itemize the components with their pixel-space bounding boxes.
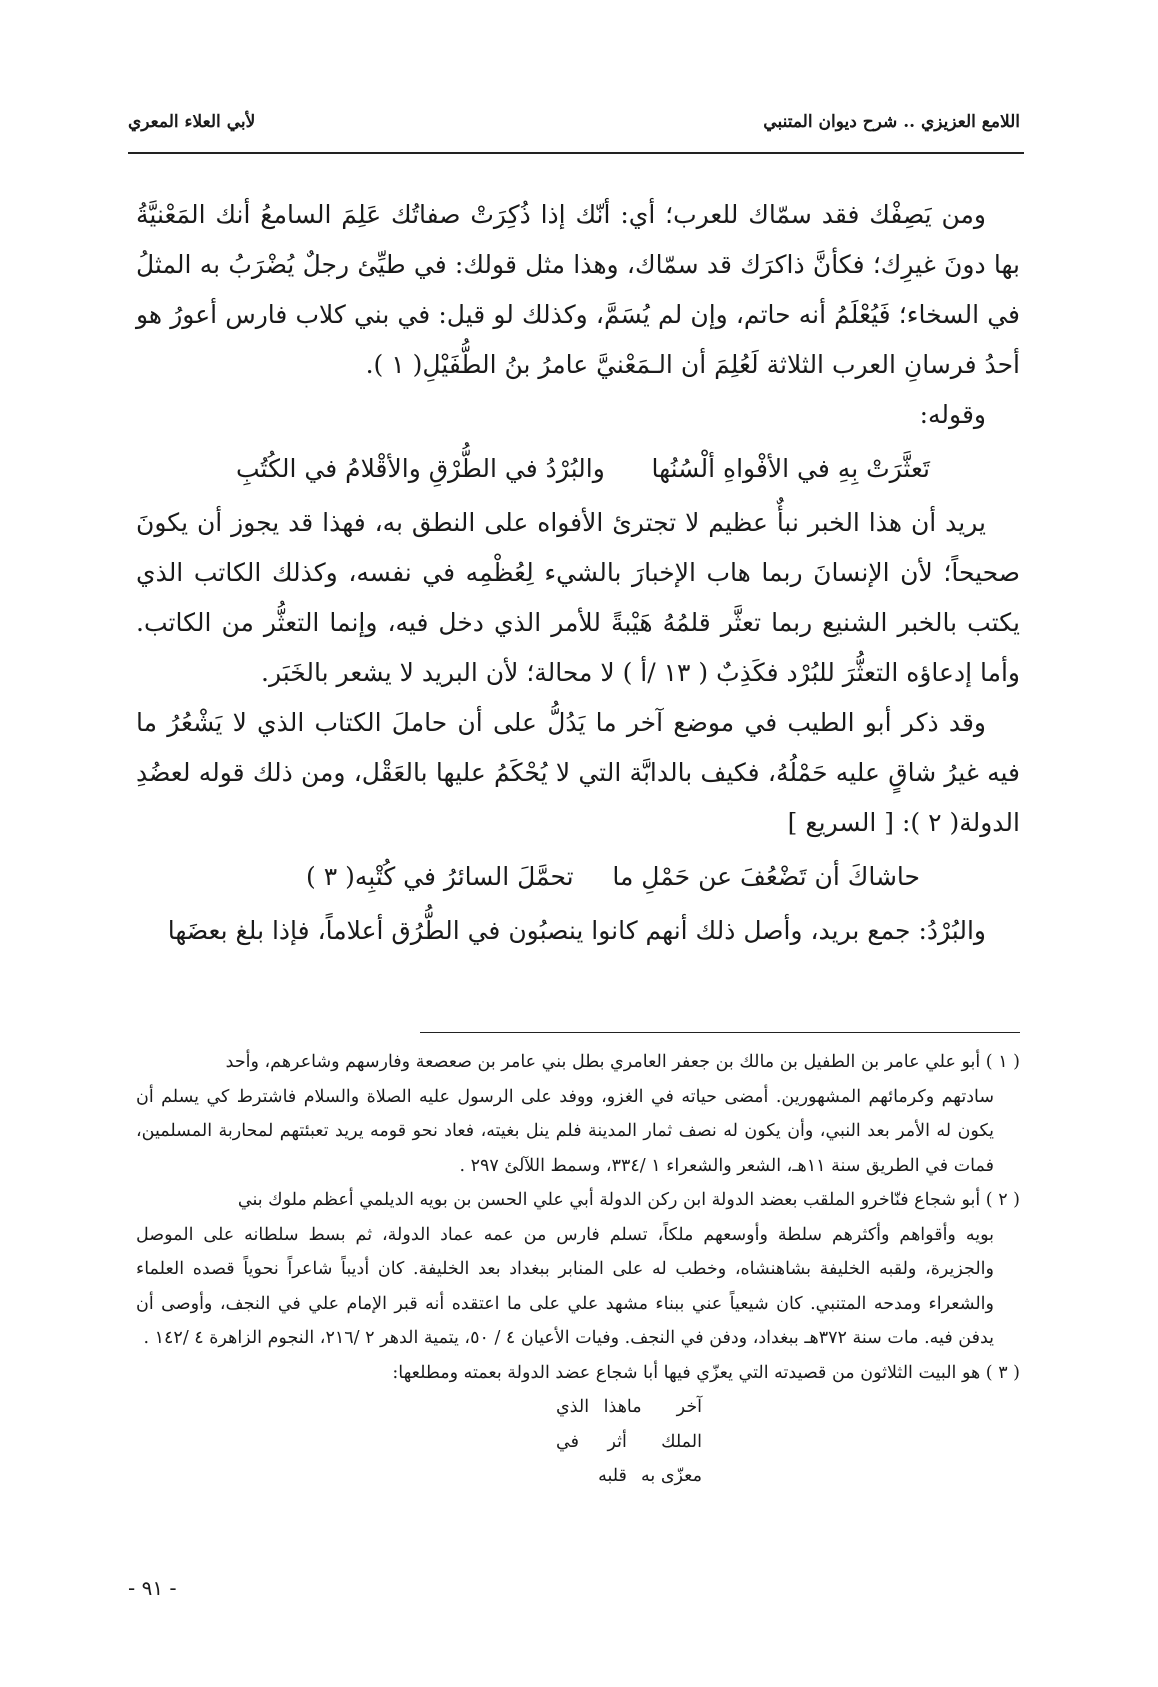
paragraph-1: ومن يَصِفْك فقد سمّاك للعرب؛ أي: أنّك إذا ذُكِرَتْ صفاتُك عَلِمَ السامعُ أنك المَعْنيَّةُ بها دونَ غيرِك؛ فكأنَّ ذاكرَك قد سمّاك، وهذا مثل قولك: في طيِّئ رجلٌ يُضْرَبُ به المثلُ في السخاء؛ فَيُعْلَمُ أنه حاتم، وإن لم يُسَمَّ، وكذلك لو قيل: في بني كلاب فارس أعورُ هو أحدُ فرسانِ العرب الثلاثة لَعُلِمَ أن الـمَعْنيَّ عامرُ بنُ الطُّفَيْلِ( ١ ). [136, 200, 1020, 379]
footnote-3: ( ٣ ) هو البيت الثلاثون من قصيدته التي يعزّي فيها أبا شجاع عضد الدولة بعمته ومطلعها: [392, 1362, 1020, 1383]
main-text [136, 190, 1020, 956]
footnote-3-verse [136, 1390, 1020, 1494]
verse-2-first-hemistich: حاشاكَ أن تَضْعُفَ عن حَمْلِ ما [612, 862, 920, 891]
verse-1-second-hemistich: والبُرْدُ في الطُّرْقِ والأقْلامُ في الكُتُبِ [236, 454, 605, 483]
book-title: اللامع العزيزي .. شرح ديوان المتنبي [763, 112, 1020, 132]
footnote-3-first-hemistich: آخر ما الملك معزّى به [626, 1397, 702, 1486]
footnotes [136, 1045, 1020, 1494]
verse-intro: وقوله: [919, 400, 986, 429]
verse-1 [136, 440, 1020, 498]
footnote-3-second-hemistich: هذا الذي أثر في قلبه [556, 1397, 627, 1486]
footnote-rule [420, 1032, 1020, 1033]
paragraph-2: يريد أن هذا الخبر نبأٌ عظيم لا تجترئ الأفواه على النطق به، فهذا قد يجوز أن يكونَ صحيحاً؛ لأن الإنسانَ ربما هاب الإخبارَ بالشيء لِعُظْمِه في نفسه، وكذلك الكاتب الذي يكتب بالخبر الشنيع ربما تعثَّر قلمُهُ هَيْبةً للأمر الذي دخل فيه، وإنما التعثُّر من الكاتب. وأما إدعاؤه التعثُّرَ للبُرْد فكَذِبٌ ( ١٣ /أ ) لا محالة؛ لأن البريد لا يشعر بالخَبَر. [136, 508, 1020, 687]
page-number: - ٩١ - [128, 1576, 177, 1600]
footnote-2-continuation: بويه وأقواهم وأكثرهم سلطة وأوسعهم ملكاً، تسلم فارس من عمه عماد الدولة، ثم بسط سلطانه على الموصل والجزيرة، ولقبه الخليفة بشاهنشاه، وخطب له على المنابر ببغداد بعد الخليفة. كان أديباً شاعراً نحوياً قصده العلماء والشعراء ومدحه المتنبي. كان شيعياً عني ببناء مشهد علي على ما اعتقده أنه قبر الإمام علي في النجف، وأوصى أن يدفن فيه. مات سنة ٣٧٢هـ ببغداد، ودفن في النجف. وفيات الأعيان ٤ / ٥٠، يتمية الدهر ٢ /٢١٦، النجوم الزاهرة ٤ /١٤٢ . [136, 1224, 994, 1348]
author-name: لأبي العلاء المعري [128, 112, 256, 132]
footnote-1-first-line: ( ١ ) أبو علي عامر بن الطفيل بن مالك بن جعفر العامري بطل بني عامر بن صعصعة وفارسهم وشاعرهم، وأحد [225, 1052, 1020, 1072]
verse-2-second-hemistich: تحمَّلَ السائرُ في كُتْبِه( ٣ ) [306, 862, 574, 891]
running-header [128, 112, 1020, 142]
header-rule [128, 152, 1024, 154]
footnote-1-continuation: سادتهم وكرمائهم المشهورين. أمضى حياته في الغزو، ووفد على الرسول عليه الصلاة والسلام فاشترط كي يسلم أن يكون له الأمر بعد النبي، وأن يكون له نصف ثمار المدينة فلم ينل بغيته، فعاد نحو قومه يريد تعبئتهم لمحاربة المسلمين، فمات في الطريق سنة ١١هـ، الشعر والشعراء ١ /٣٣٤، وسمط اللآلئ ٢٩٧ . [136, 1086, 994, 1176]
verse-2 [136, 848, 1020, 906]
paragraph-3: وقد ذكر أبو الطيب في موضع آخر ما يَدُلُّ على أن حاملَ الكتاب الذي لا يَشْعُرُ ما فيه غيرُ شاقٍ عليه حَمْلُهُ، فكيف بالدابَّة التي لا يُحْكَمُ عليها بالعَقْل، ومن ذلك قوله لعضُدِ الدولة( ٢ ): [ السريع ] [136, 708, 1020, 837]
paragraph-4: والبُرْدُ: جمع بريد، وأصل ذلك أنهم كانوا ينصبُون في الطُّرُق أعلاماً، فإذا بلغ بعضَها [167, 916, 986, 945]
verse-1-first-hemistich: تَعثَّرَتْ بِهِ في الأفْواهِ ألْسُنُها [651, 454, 930, 483]
footnote-2-first-line: ( ٢ ) أبو شجاع فنّاخرو الملقب بعضد الدولة ابن ركن الدولة أبي علي الحسن بن بويه الديلمي أعظم ملوك بني [237, 1190, 1020, 1210]
